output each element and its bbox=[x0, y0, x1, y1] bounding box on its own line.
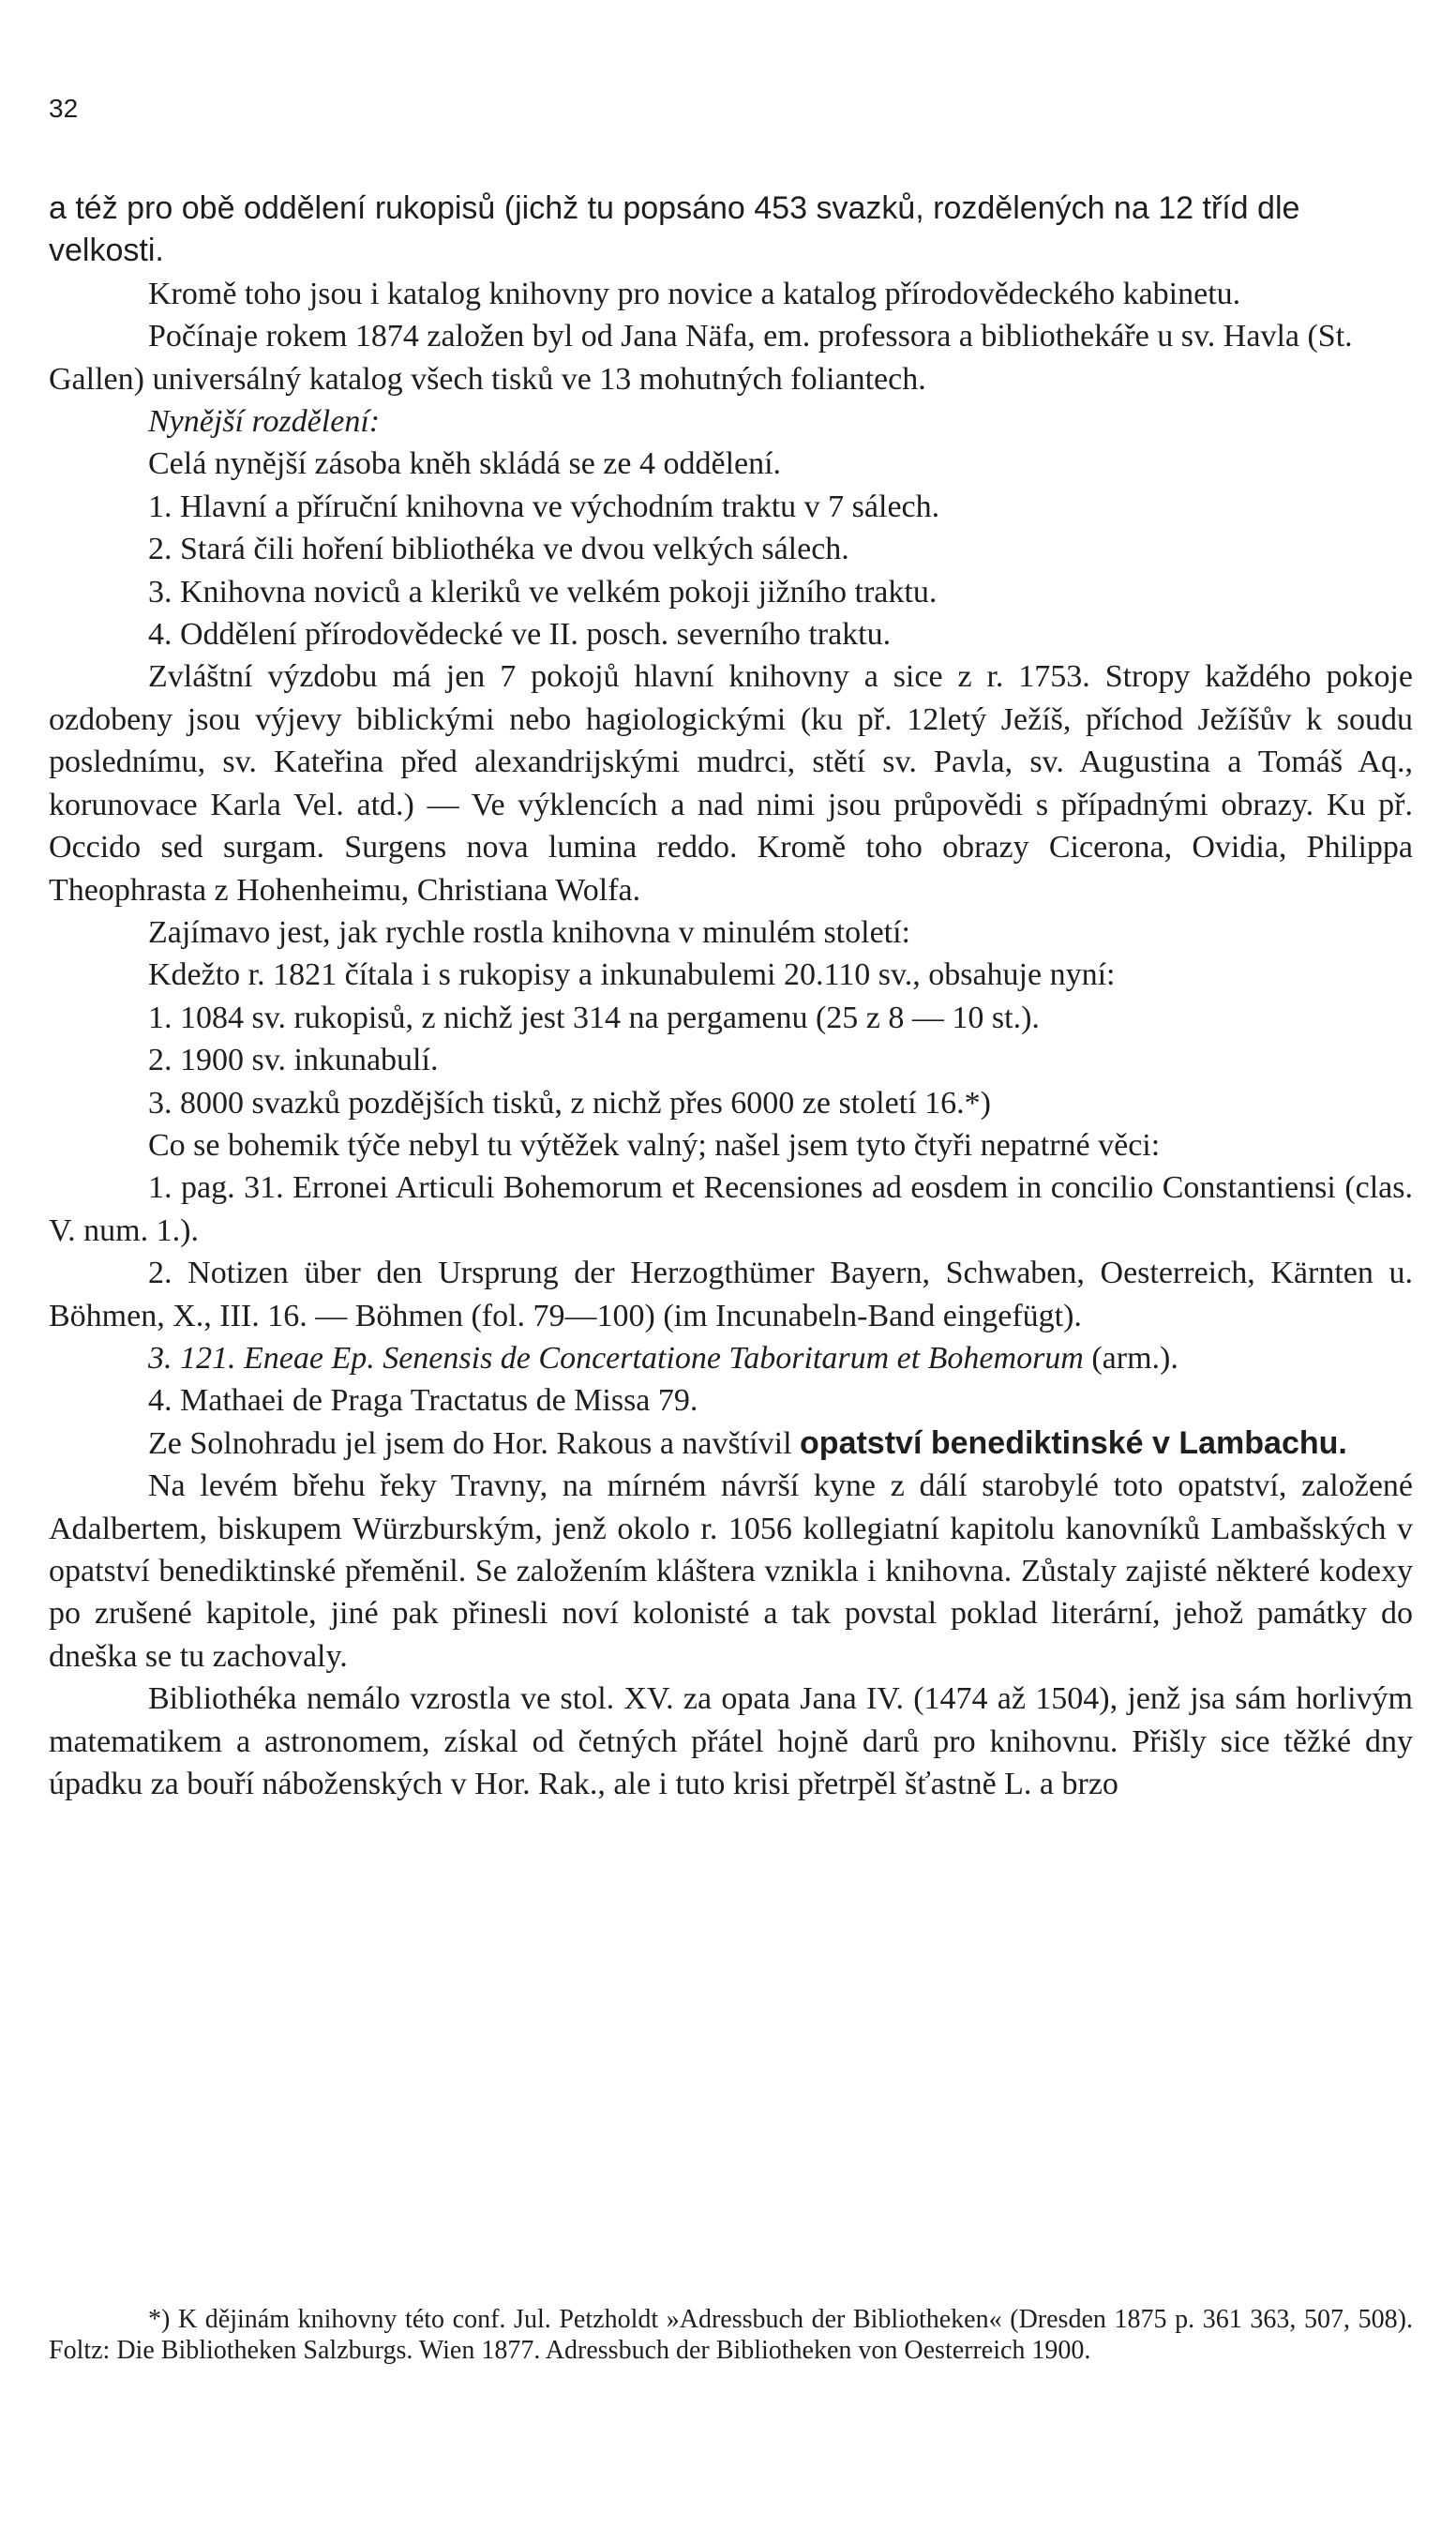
paragraph-text: Ze Solnohradu jel jsem do Hor. Rakous a navštívil bbox=[148, 1425, 792, 1461]
paragraph-text: Počínaje rokem 1874 založen byl od Jana Näfa, em. professora a bibliothekáře u sv. Havla (St. Gallen) universálný katalog všech tisků ve 13 mohutných foliantech. bbox=[49, 319, 1353, 397]
list-item: 2. Stará čili hoření bibliothéka ve dvou velkých sálech. bbox=[148, 532, 849, 567]
paragraph-text: Kromě toho jsou i katalog knihovny pro novice a katalog přírodovědeckého kabinetu. bbox=[148, 276, 1241, 311]
footnote bbox=[49, 2304, 1413, 2366]
list-item: 1. 1084 sv. rukopisů, z nichž jest 314 na pergamenu (25 z 8 — 10 st.). bbox=[148, 1000, 1040, 1035]
list-item: 2. 1900 sv. inkunabulí. bbox=[148, 1043, 439, 1078]
main-text bbox=[49, 188, 1413, 1805]
paragraph bbox=[49, 273, 1413, 315]
section-heading: Nynější rozdělení: bbox=[148, 404, 381, 440]
paragraph bbox=[49, 188, 1413, 273]
section-heading: opatství benediktinské v Lambachu. bbox=[800, 1424, 1347, 1461]
paragraph: Co se bohemik týče nebyl tu výtěžek valný; našel jsem tyto čtyři nepatrné věci: bbox=[148, 1127, 1161, 1163]
list-item: 4. Oddělení přírodovědecké ve II. posch. severního traktu. bbox=[148, 617, 892, 653]
paragraph: Na levém břehu řeky Travny, na mírném návrší kyne z dálí starobylé toto opatství, založené Adalbertem, biskupem Würzburským, jenž okolo r. 1056 kollegiatní kapitolu kanovníků Lambašských v opatství benediktinské přeměnil. Se založením kláštera vznikla i knihovna. Zůstaly zajisté některé kodexy po zrušené kapitole, jiné pak přinesli noví kolonisté a tak povstal poklad literární, jehož památky do dneška se tu zachovaly. bbox=[49, 1468, 1413, 1674]
paragraph: Bibliothéka nemálo vzrostla ve stol. XV. za opata Jana IV. (1474 až 1504), jenž jsa sám horlivým matematikem a astronomem, získal od četných přátel hojně darů pro knihovnu. Přišly sice těžké dny úpadku za bouří náboženských v Hor. Rak., ale i tuto krisi přetrpěl šťastně L. a brzo bbox=[49, 1681, 1413, 1802]
footnote-text: *) K dějinám knihovny této conf. Jul. Petzholdt »Adressbuch der Bibliotheken« (Dresden 1875 p. 361 363, 507, 508). Foltz: Die Bibliotheken Salzburgs. Wien 1877. Adressbuch der Bibliotheken von Oesterreich 1900. bbox=[49, 2305, 1413, 2365]
paragraph-text: a též pro obě oddělení rukopisů (jichž tu popsáno 453 svazků, rozdělených na 12 tříd dle velkosti. bbox=[49, 190, 1300, 269]
list-item-number: 3. 121. bbox=[148, 1340, 236, 1376]
list-item: 3. Knihovna noviců a kleriků ve velkém pokoji jižního traktu. bbox=[148, 574, 938, 610]
paragraph: Kdežto r. 1821 čítala i s rukopisy a inkunabulemi 20.110 sv., obsahuje nyní: bbox=[148, 957, 1116, 993]
list-item bbox=[49, 1337, 1413, 1379]
list-item: 2. Notizen über den Ursprung der Herzogthümer Bayern, Schwaben, Oesterreich, Kärnten u. Böhmen, X., III. 16. — Böhmen (fol. 79—100) (im Incunabeln-Band eingefügt). bbox=[49, 1256, 1413, 1333]
paragraph: Celá nynější zásoba kněh skládá se ze 4 oddělení. bbox=[148, 446, 782, 482]
list-item-title: Eneae Ep. Senensis de Concertatione Taboritarum et Bohemorum bbox=[244, 1340, 1084, 1376]
list-item: 1. pag. 31. Erronei Articuli Bohemorum et Recensiones ad eosdem in concilio Constantiensi (clas. V. num. 1.). bbox=[49, 1170, 1413, 1248]
page-number: 32 bbox=[49, 94, 79, 123]
paragraph: Zajímavo jest, jak rychle rostla knihovna v minulém století: bbox=[148, 914, 910, 950]
paragraph bbox=[49, 1423, 1413, 1465]
list-item-note: (arm.). bbox=[1091, 1340, 1178, 1376]
paragraph: Zvláštní výzdobu má jen 7 pokojů hlavní knihovny a sice z r. 1753. Stropy každého pokoje ozdobeny jsou výjevy biblickými nebo hagiologickými (ku př. 12letý Ježíš, příchod Ježíšův k soudu poslednímu, sv. Kateřina před alexandrijskými mudrci, stětí sv. Pavla, sv. Augustina a Tomáš Aq., korunovace Karla Vel. atd.) — Ve výklencích a nad nimi jsou průpovědi s případnými obrazy. Ku př. Occido sed surgam. Surgens nova lumina reddo. Kromě toho obrazy Cicerona, Ovidia, Philippa Theophrasta z Hohenheimu, Christiana Wolfa. bbox=[49, 659, 1413, 908]
list-item: 4. Mathaei de Praga Tractatus de Missa 79. bbox=[148, 1383, 698, 1419]
list-item: 3. 8000 svazků pozdějších tisků, z nichž přes 6000 ze století 16.*) bbox=[148, 1085, 991, 1121]
paragraph bbox=[49, 315, 1413, 400]
list-item: 1. Hlavní a příruční knihovna ve východním traktu v 7 sálech. bbox=[148, 489, 940, 524]
